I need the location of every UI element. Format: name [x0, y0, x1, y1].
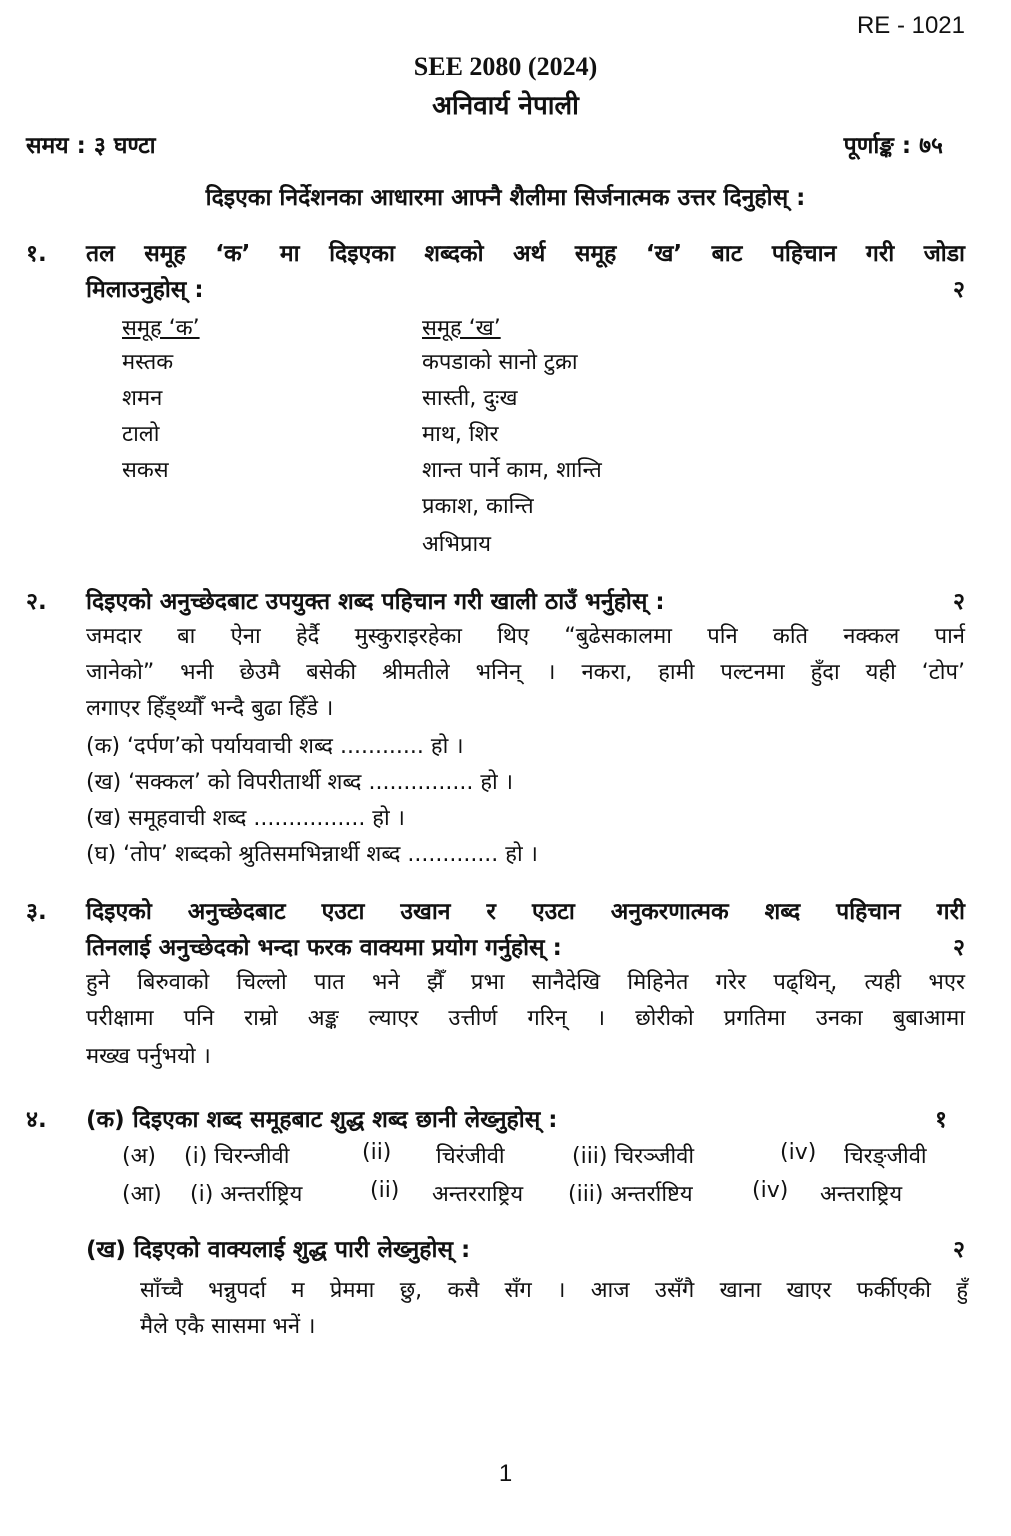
q4-option: (ii): [362, 1140, 392, 1165]
q1-marks: २: [953, 277, 965, 303]
q1-text-line1: तल समूह ‘क’ मा दिइएका शब्दको अर्थ समूह ‘ख’ बाट पहिचान गरी जोडा: [86, 241, 965, 267]
q1-text-line2: मिलाउनुहोस् :: [86, 277, 204, 303]
exam-title: SEE 2080 (2024): [413, 52, 598, 81]
q2-text: दिइएको अनुच्छेदबाट उपयुक्त शब्द पहिचान गरी खाली ठाउँ भर्नुहोस् :: [86, 589, 665, 615]
q1-number: १.: [26, 241, 47, 267]
q4-part-b-marks: २: [953, 1237, 965, 1263]
group-a-item: टालो: [122, 422, 160, 447]
q2-item: (ख) ‘सक्कल’ को विपरीतार्थी शब्द ............... हो ।: [86, 770, 514, 795]
time-label: समय : ३ घण्टा: [26, 133, 156, 159]
q4-part-a-marks: १: [935, 1107, 947, 1133]
q4-option: (अ): [122, 1144, 156, 1169]
q2-number: २.: [26, 589, 47, 615]
q3-text-line2: तिनलाई अनुच्छेदको भन्दा फरक वाक्यमा प्रयोग गर्नुहोस् :: [86, 935, 562, 961]
group-b-item: माथ, शिर: [422, 422, 499, 447]
q4-sentence-line2: मैले एकै सासमा भनें ।: [140, 1314, 316, 1339]
q4-option: (iii) अन्तर्राष्टिय: [568, 1182, 693, 1207]
group-a-item: सकस: [122, 458, 169, 483]
q4-part-a: (क) दिइएका शब्द समूहबाट शुद्ध शब्द छानी लेख्नुहोस् :: [86, 1107, 558, 1133]
q4-option: चिरङ्जीवी: [844, 1144, 927, 1169]
q3-passage-line3: मख्ख पर्नुभयो ।: [86, 1044, 211, 1069]
group-b-item: कपडाको सानो टुक्रा: [422, 350, 578, 375]
q4-option: (ii): [370, 1178, 400, 1203]
q2-item: (घ) ‘तोप’ शब्दको श्रुतिसमभिन्नार्थी शब्द ............. हो ।: [86, 842, 539, 867]
full-marks-label: पूर्णाङ्क : ७५: [843, 133, 943, 159]
q4-option: (iv): [752, 1178, 789, 1203]
q4-option: (iv): [780, 1140, 817, 1165]
group-a-item: मस्तक: [122, 350, 174, 375]
q2-item: (ख) समूहवाची शब्द ................ हो ।: [86, 806, 406, 831]
page-number: 1: [498, 1460, 513, 1487]
q3-marks: २: [953, 935, 965, 961]
group-b-item: सास्ती, दुःख: [422, 386, 518, 411]
subject-title: अनिवार्य नेपाली: [432, 91, 579, 121]
q4-option: अन्तराष्ट्रिय: [820, 1182, 903, 1207]
q4-option: अन्तरराष्ट्रिय: [432, 1182, 524, 1207]
q4-number: ४.: [26, 1107, 47, 1133]
q4-part-b: (ख) दिइएको वाक्यलाई शुद्ध पारी लेख्नुहोस् :: [86, 1237, 471, 1263]
q3-number: ३.: [26, 899, 47, 925]
q4-sentence-line1: साँच्चै भन्नुपर्दा म प्रेममा छु, कसै सँग । आज उसँगै खाना खाएर फर्कीएकी हुँ: [140, 1278, 969, 1303]
q2-marks: २: [953, 589, 965, 615]
group-b-item: प्रकाश, कान्ति: [422, 494, 534, 519]
group-a-item: शमन: [122, 386, 163, 411]
q2-passage-line2: जानेको” भनी छेउमै बसेकी श्रीमतीले भनिन् । नकरा, हामी पल्टनमा हुँदा यही ‘टोप’: [86, 660, 965, 685]
group-b-heading: समूह ‘ख’: [422, 316, 501, 341]
q4-option: (आ): [122, 1182, 162, 1207]
paper-code: RE - 1021: [856, 12, 965, 39]
q4-option: (i) अन्तर्राष्ट्रिय: [190, 1182, 303, 1207]
q2-passage-line3: लगाएर हिँड्थ्यौँ भन्दै बुढा हिँडे ।: [86, 696, 334, 721]
q2-passage-line1: जमदार बा ऐना हेर्दै मुस्कुराइरहेका थिए “बुढेसकालमा पनि कति नक्कल पार्न: [86, 624, 965, 649]
group-a-heading: समूह ‘क’: [122, 316, 200, 341]
q4-option: चिरंजीवी: [436, 1144, 505, 1169]
group-b-item: शान्त पार्ने काम, शान्ति: [422, 458, 602, 483]
q3-text-line1: दिइएको अनुच्छेदबाट एउटा उखान र एउटा अनुकरणात्मक शब्द पहिचान गरी: [86, 899, 965, 925]
group-b-item: अभिप्राय: [422, 532, 491, 557]
q3-passage-line2: परीक्षामा पनि राम्रो अङ्क ल्याएर उत्तीर्ण गरिन् । छोरीको प्रगतिमा उनका बुबाआमा: [86, 1006, 965, 1031]
q3-passage-line1: हुने बिरुवाको चिल्लो पात भने झैँ प्रभा सानैदेखि मिहिनेत गरेर पढ्थिन्, त्यही भएर: [86, 970, 965, 995]
q4-option: (i) चिरन्जीवी: [184, 1144, 290, 1169]
general-instruction: दिइएका निर्देशनका आधारमा आफ्नै शैलीमा सिर्जनात्मक उत्तर दिनुहोस् :: [205, 185, 806, 211]
q4-option: (iii) चिरञ्जीवी: [572, 1144, 695, 1169]
q2-item: (क) ‘दर्पण’को पर्यायवाची शब्द ............ हो ।: [86, 734, 464, 759]
